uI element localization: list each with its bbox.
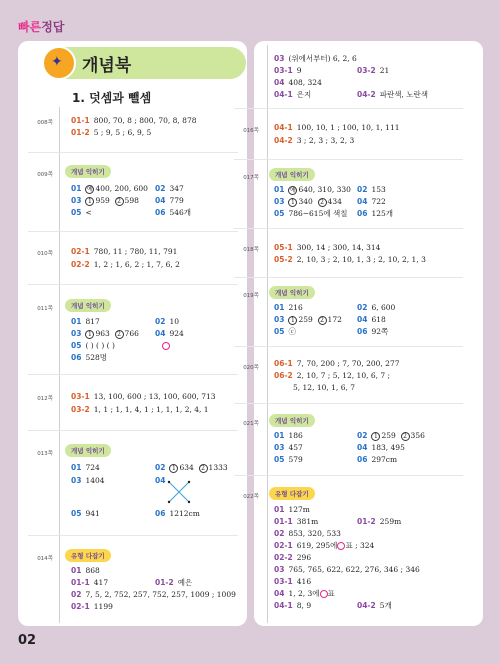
answer-text: 780, 11 ; 780, 11, 791 (93, 247, 178, 256)
answer-text: 356 (410, 431, 425, 440)
answer-line (274, 303, 303, 313)
answer-text: 766 (124, 329, 139, 338)
item-number: 05-1 (274, 243, 293, 252)
answer-text: 959 (95, 196, 110, 205)
answer-text: 2 (115, 330, 124, 339)
answer-text: 400, 200, 600 (95, 184, 148, 193)
item-number: 06 (357, 327, 368, 336)
answer-line (155, 329, 184, 339)
answer-line (155, 184, 184, 194)
page-label: 020쪽 (243, 365, 259, 371)
answer-line (274, 371, 390, 381)
answer-line (274, 455, 303, 465)
item-number: 03 (274, 565, 285, 574)
answer-line (155, 208, 191, 218)
item-number: 05 (274, 209, 285, 218)
answer-text: 은지 (296, 90, 312, 99)
answer-text: 619, 295에 (296, 541, 338, 550)
answer-line (357, 327, 388, 337)
answer-line (274, 315, 342, 325)
item-number: 03 (274, 197, 285, 206)
answer-line (71, 196, 139, 206)
answer-text: 1 (169, 464, 178, 473)
answer-text: 1, 2 ; 1, 6, 2 ; 1, 7, 6, 2 (93, 260, 180, 269)
answer-line (274, 517, 318, 527)
concept-pill: 개념 익히기 (65, 299, 111, 312)
item-number: 01-2 (71, 128, 90, 137)
answer-text: 8, 9 (296, 601, 312, 610)
item-number: 01-1 (71, 116, 90, 125)
answer-text: 786−615에 색칠 (288, 209, 348, 218)
answer-text: 528명 (85, 353, 107, 362)
page-label: 022쪽 (243, 494, 259, 500)
item-number: 03-1 (71, 392, 90, 401)
answer-line (274, 359, 400, 369)
answer-text: 2 (401, 432, 410, 441)
answer-line (274, 123, 400, 133)
answer-line (274, 565, 420, 575)
answer-text: 6, 600 (371, 303, 396, 312)
answer-text: 579 (288, 455, 303, 464)
answer-text: 340 (298, 197, 313, 206)
answer-line (274, 255, 426, 265)
section-title: 1. 덧셈과 뺄셈 (72, 91, 152, 105)
page-label: 009쪽 (37, 172, 53, 178)
answer-text: 127m (288, 505, 310, 514)
answer-text: 92쪽 (371, 327, 389, 336)
answer-line (274, 577, 311, 587)
item-number: 02 (274, 529, 285, 538)
item-number: 06 (71, 353, 82, 362)
circle-mark-icon (320, 590, 328, 598)
row-divider (28, 430, 238, 431)
page-number: 02 (18, 633, 37, 648)
answer-line (71, 260, 180, 270)
type-pill: 유형 다잡기 (269, 487, 315, 500)
answer-text: 2 (318, 316, 327, 325)
answer-text: 1 (288, 316, 297, 325)
item-number: 04 (155, 329, 166, 338)
item-number: 01 (71, 463, 82, 472)
item-number: 03-1 (274, 66, 293, 75)
answer-text: < (85, 208, 92, 217)
answer-text: 963 (95, 329, 110, 338)
item-number: 05 (71, 509, 82, 518)
answer-line (274, 243, 380, 253)
item-number: 02-2 (274, 553, 293, 562)
answer-text: 1, 1 ; 1, 1, 4, 1 ; 1, 1, 1, 2, 4, 1 (93, 405, 209, 414)
answer-line (274, 78, 322, 88)
answer-line (71, 116, 197, 126)
item-number: 01 (71, 566, 82, 575)
answer-text: 765, 765, 622, 622, 276, 346 ; 346 (288, 565, 420, 574)
answer-text: 5, 12, 10, 1, 6, 7 (293, 383, 356, 392)
answer-line (274, 209, 347, 219)
page-label: 019쪽 (243, 293, 259, 299)
item-number: 06 (155, 509, 166, 518)
answer-text: 예은 (177, 578, 193, 587)
row-divider (28, 284, 238, 285)
answer-text: 722 (371, 197, 386, 206)
answer-text: 21 (379, 66, 390, 75)
answer-line (274, 529, 341, 539)
row-divider (234, 159, 463, 160)
item-number: 03 (71, 196, 82, 205)
concept-pill: 개념 익히기 (65, 444, 111, 457)
answer-line (71, 602, 113, 612)
answer-text: 381m (296, 517, 319, 526)
answer-text: 779 (169, 196, 184, 205)
page-label: 012쪽 (37, 396, 53, 402)
item-number: 01 (71, 317, 82, 326)
answer-line (71, 392, 216, 402)
item-number: 04-1 (274, 123, 293, 132)
item-number: 05 (274, 327, 285, 336)
answer-text: 10 (169, 317, 179, 326)
item-number: 01-2 (155, 578, 174, 587)
concept-pill: 개념 익히기 (269, 168, 315, 181)
answer-line (357, 601, 392, 611)
answer-text: 416 (296, 577, 312, 586)
answer-line (274, 54, 357, 64)
row-divider (234, 403, 463, 404)
row-divider (234, 277, 463, 278)
answer-text: 5개 (379, 601, 392, 610)
answer-line (357, 209, 393, 219)
answer-text: 724 (85, 463, 100, 472)
header-title: 개념북 (82, 56, 132, 76)
item-number: 03 (274, 443, 285, 452)
answer-text: 125개 (371, 209, 393, 218)
row-divider (28, 152, 238, 153)
item-number: 02 (155, 184, 166, 193)
answer-text: 3 ; 2, 3 ; 3, 2, 3 (296, 136, 355, 145)
page-label: 021쪽 (243, 421, 259, 427)
answer-line (274, 185, 351, 195)
item-number: 05 (274, 455, 285, 464)
page-label: 008쪽 (37, 120, 53, 126)
item-number: 06 (357, 209, 368, 218)
concept-pill: 개념 익히기 (269, 286, 315, 299)
answer-line (274, 66, 302, 76)
item-number: 01 (274, 185, 285, 194)
item-number: 02-1 (274, 541, 293, 550)
item-number: 02-2 (71, 260, 90, 269)
item-number: 04-2 (274, 136, 293, 145)
answer-line (71, 509, 100, 519)
item-number: 02-1 (71, 602, 90, 611)
brand-logo: 빠른정답 (18, 20, 65, 34)
item-number: 03 (274, 315, 285, 324)
item-number: 05-2 (274, 255, 293, 264)
item-number: 04 (357, 197, 368, 206)
item-number: 03 (71, 476, 82, 485)
answer-text: (위에서부터) 6, 2, 6 (288, 54, 357, 63)
item-number: 02 (155, 317, 166, 326)
answer-text: 924 (169, 329, 184, 338)
item-number: 01-1 (274, 517, 293, 526)
answer-line (274, 327, 296, 337)
answer-text: 259 (298, 315, 313, 324)
answer-line (155, 317, 179, 327)
answer-text: 259m (379, 517, 402, 526)
item-number: 03 (274, 54, 285, 63)
answer-text: 2, 10, 7 ; 5, 12, 10, 6, 7 ; (296, 371, 391, 380)
answer-text: 417 (93, 578, 109, 587)
row-divider (28, 231, 238, 232)
column-divider (59, 107, 60, 623)
answer-text: 표 ; 324 (345, 541, 375, 550)
answer-line (274, 443, 303, 453)
answer-line (357, 455, 397, 465)
answer-text: 941 (85, 509, 100, 518)
answer-line (71, 590, 236, 600)
answer-line (274, 541, 374, 551)
answer-text: 434 (327, 197, 342, 206)
answer-text: 2, 10, 3 ; 2, 10, 1, 3 ; 2, 10, 2, 1, 3 (296, 255, 426, 264)
item-number: 05 (71, 341, 82, 350)
answer-line (357, 315, 386, 325)
item-number: 04-1 (274, 601, 293, 610)
answer-line (155, 509, 200, 519)
answer-text: 216 (288, 303, 303, 312)
answer-text: 800, 70, 8 ; 800, 70, 8, 878 (93, 116, 197, 125)
item-number: 01 (274, 505, 285, 514)
answer-text: 13, 100, 600 ; 13, 100, 600, 713 (93, 392, 216, 401)
answer-text: 1 (288, 198, 297, 207)
item-number: 01 (274, 303, 285, 312)
item-number: 06-1 (274, 359, 293, 368)
type-pill: 유형 다잡기 (65, 549, 111, 562)
item-number: 03 (71, 329, 82, 338)
answer-line (71, 128, 151, 138)
answer-text: 598 (124, 196, 139, 205)
page-label: 010쪽 (37, 251, 53, 257)
answer-line (71, 329, 139, 339)
answer-line (357, 197, 386, 207)
answer-line (71, 317, 100, 327)
answer-text: 183, 495 (371, 443, 405, 452)
answer-line (357, 443, 405, 453)
item-number: 06 (357, 455, 368, 464)
item-number: 04-1 (274, 90, 293, 99)
answer-text: 186 (288, 431, 303, 440)
item-number: 03-2 (357, 66, 376, 75)
item-number: 02 (155, 463, 166, 472)
item-number: 04 (155, 196, 166, 205)
answer-text: 예 (290, 186, 296, 194)
answer-text: 7, 5, 2, 752, 257, 752, 257, 1009 ; 1009 (85, 590, 236, 599)
answer-text: 1, 2, 3에 (288, 589, 320, 598)
answer-text: 예 (87, 185, 93, 193)
item-number: 06-2 (274, 371, 293, 380)
answer-text: 347 (169, 184, 184, 193)
page-label: 018쪽 (243, 247, 259, 253)
row-divider (234, 346, 463, 347)
answer-text: 172 (327, 315, 342, 324)
item-number: 04 (155, 476, 166, 485)
answer-text: 100, 10, 1 ; 100, 10, 1, 111 (296, 123, 400, 132)
page-label: 011쪽 (37, 306, 53, 312)
answer-line (274, 136, 354, 146)
answer-line (71, 476, 105, 486)
answer-text: 1 (85, 330, 94, 339)
row-divider (234, 228, 463, 229)
answer-line (274, 505, 310, 515)
answer-text: 7, 70, 200 ; 7, 70, 200, 277 (296, 359, 400, 368)
answer-line (71, 353, 107, 363)
answer-line (71, 341, 115, 351)
item-number: 04 (274, 78, 285, 87)
left-column-card (18, 41, 247, 626)
answer-text: 634 (179, 463, 194, 472)
answer-line (71, 184, 148, 194)
concept-pill: 개념 익히기 (269, 414, 315, 427)
answer-line (71, 463, 100, 473)
answer-line (71, 566, 100, 576)
answer-text: 618 (371, 315, 386, 324)
answer-text: 파란색, 노란색 (379, 90, 429, 99)
item-number: 04-2 (357, 601, 376, 610)
answer-line (274, 589, 335, 599)
answer-line (357, 517, 401, 527)
cross-diagram (165, 478, 193, 506)
answer-line (71, 578, 108, 588)
answer-line (71, 405, 209, 415)
answer-text: 296 (296, 553, 312, 562)
item-number: 03-1 (274, 577, 293, 586)
answer-text: ( ) ( ) ( ) (85, 341, 115, 350)
answer-text: 5 ; 9, 5 ; 6, 9, 5 (93, 128, 152, 137)
item-number: 01-2 (357, 517, 376, 526)
answer-text: 표 (327, 589, 335, 598)
answer-line (155, 578, 192, 588)
answer-line (274, 197, 342, 207)
answer-text: 2 (199, 464, 208, 473)
page-label: 013쪽 (37, 451, 53, 457)
answer-text: 1404 (85, 476, 105, 485)
item-number: 02-1 (71, 247, 90, 256)
item-number: 04 (274, 589, 285, 598)
answer-line (357, 185, 386, 195)
page-label: 016쪽 (243, 128, 259, 134)
item-number: 06 (155, 208, 166, 217)
item-number: 02 (357, 431, 368, 440)
answer-text: 1199 (93, 602, 113, 611)
item-number: 01 (71, 184, 82, 193)
answer-text: 300, 14 ; 300, 14, 314 (296, 243, 381, 252)
row-divider (234, 475, 463, 476)
concept-pill: 개념 익히기 (65, 165, 111, 178)
item-number: 02 (357, 303, 368, 312)
answer-text: 9 (296, 66, 302, 75)
circle-mark-icon (162, 342, 170, 350)
answer-line (274, 431, 303, 441)
answer-line (357, 66, 389, 76)
item-number: 04 (357, 315, 368, 324)
page-label: 017쪽 (243, 175, 259, 181)
answer-line (71, 247, 177, 257)
answer-line (155, 463, 228, 473)
answer-line (274, 553, 311, 563)
right-column-card (243, 41, 483, 626)
answer-line (274, 601, 311, 611)
answer-line (357, 431, 425, 441)
answer-text: 457 (288, 443, 303, 452)
row-divider (28, 374, 238, 375)
item-number: 03-2 (71, 405, 90, 414)
item-number: 04-2 (357, 90, 376, 99)
row-divider (234, 108, 463, 109)
answer-text: 408, 324 (288, 78, 322, 87)
answer-text: 1 (85, 197, 94, 206)
answer-text: 640, 310, 330 (298, 185, 351, 194)
answer-text: 868 (85, 566, 100, 575)
answer-text: 1212cm (169, 509, 200, 518)
answer-text: 153 (371, 185, 386, 194)
item-number: 01-1 (71, 578, 90, 587)
answer-line (274, 90, 311, 100)
answer-text: 2 (115, 197, 124, 206)
answer-text: 2 (318, 198, 327, 207)
answer-text: 546개 (169, 208, 191, 217)
answer-text: 1 (371, 432, 380, 441)
item-number: 01 (274, 431, 285, 440)
row-divider (28, 535, 238, 536)
answer-text: 1333 (208, 463, 228, 472)
answer-text: 853, 320, 533 (288, 529, 341, 538)
item-number: 05 (71, 208, 82, 217)
answer-line (357, 90, 428, 100)
item-number: 04 (357, 443, 368, 452)
answer-line (293, 383, 355, 393)
header-banner (46, 47, 246, 79)
answer-text: 297cm (371, 455, 398, 464)
column-divider (267, 45, 268, 623)
answer-line (357, 303, 395, 313)
answer-text: 259 (381, 431, 396, 440)
answer-line (71, 208, 92, 218)
page-label: 014쪽 (37, 556, 53, 562)
telescope-icon: ✦ (42, 46, 76, 80)
item-number: 02 (71, 590, 82, 599)
answer-text: 817 (85, 317, 100, 326)
answer-text: ⓒ (288, 327, 296, 336)
item-number: 02 (357, 185, 368, 194)
answer-line (155, 196, 184, 206)
